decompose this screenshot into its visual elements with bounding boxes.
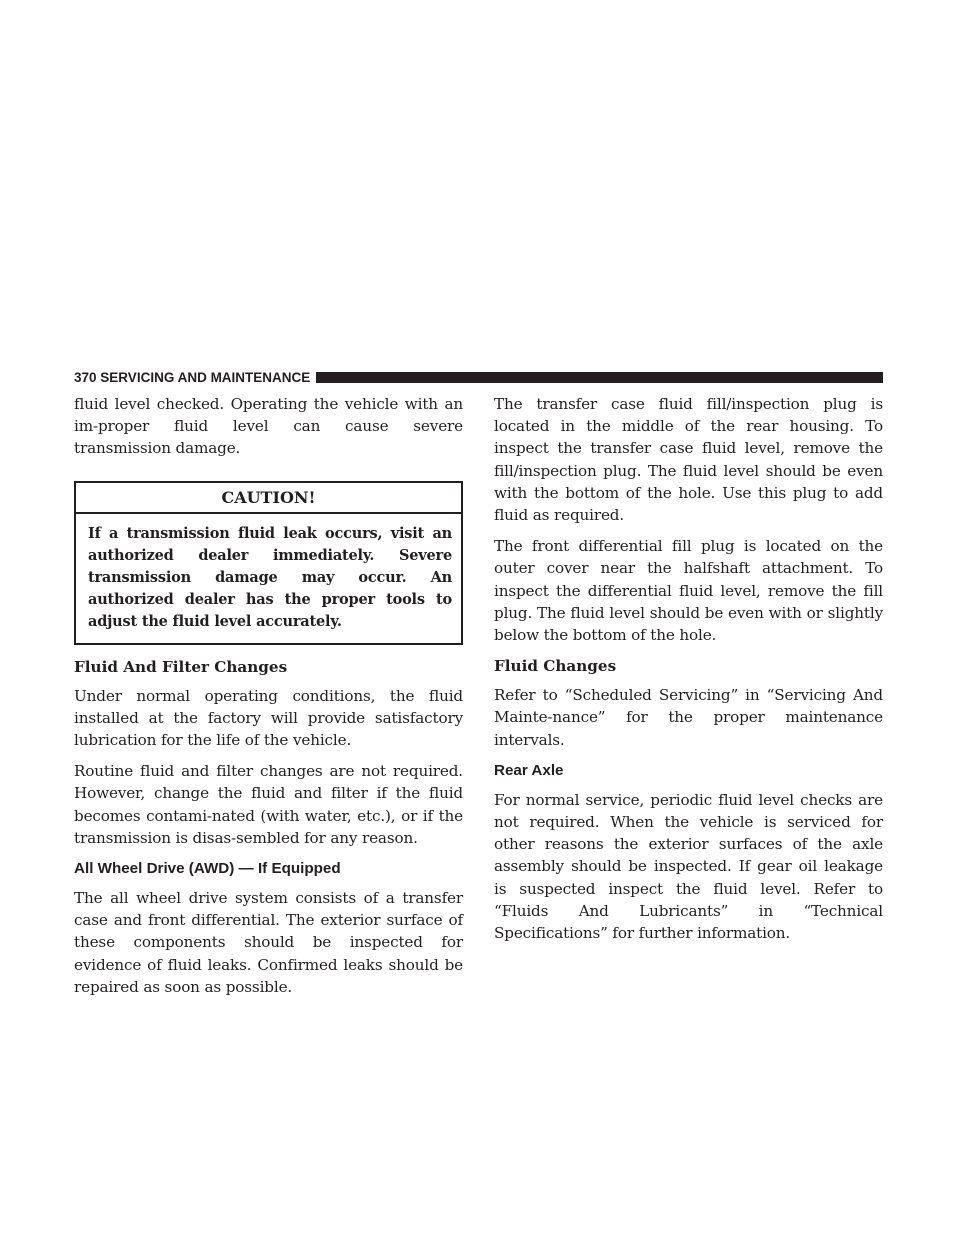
page-number: 370 (74, 370, 97, 385)
section-title: SERVICING AND MAINTENANCE (100, 370, 311, 385)
front-differential-paragraph: The front differential fill plug is located on the outer cover near the halfshaft attachment. To inspect the differential fluid level, remove the fill plug. The fluid level should be even with or slightly below the bottom of the hole. (494, 537, 883, 645)
fluid-changes-heading: Fluid Changes (494, 657, 617, 676)
fluid-filter-paragraph-2: Routine fluid and filter changes are not required. However, change the fluid and filter if the fluid becomes contami-nated (with water, etc.), or if the transmission is disas-sembled for any reason. (74, 762, 463, 847)
left-column (74, 393, 463, 1007)
right-column (494, 393, 883, 953)
page-header (74, 370, 883, 386)
header-text (74, 370, 316, 386)
header-rule (316, 372, 883, 383)
fluid-changes-paragraph: Refer to “Scheduled Servicing” in “Servicing And Mainte-nance” for the proper maintenance intervals. (494, 686, 883, 749)
caution-box (74, 481, 463, 645)
fluid-filter-paragraph-1: Under normal operating conditions, the fluid installed at the factory will provide satisfactory lubrication for the life of the vehicle. (74, 686, 463, 750)
rear-axle-paragraph: For normal service, periodic fluid level checks are not required. When the vehicle is serviced for other reasons the exterior surfaces of the axle assembly should be inspected. If gear oil leakage is suspected inspect the fluid level. Refer to “Fluids And Lubricants” in “Technical Specifications” for further information. (494, 790, 883, 943)
rear-axle-heading: Rear Axle (494, 761, 564, 779)
caution-title: CAUTION! (76, 483, 461, 514)
transfer-case-paragraph: The transfer case fluid fill/inspection plug is located in the middle of the rear housing. To inspect the transfer case fluid level, remove the fill/inspection plug. The fluid level should be even with the bottom of the hole. Use this plug to add fluid as required. (494, 395, 883, 525)
awd-paragraph: The all wheel drive system consists of a transfer case and front differential. The exterior surface of these components should be inspected for evidence of fluid leaks. Confirmed leaks should be repaired as soon as possible. (74, 889, 463, 996)
awd-heading: All Wheel Drive (AWD) — If Equipped (74, 860, 341, 878)
intro-paragraph: fluid level checked. Operating the vehicle with an im-proper fluid level can cause severe transmission damage. (74, 395, 463, 458)
caution-body: If a transmission fluid leak occurs, visit an authorized dealer immediately. Severe transmission damage may occur. An authorized dealer has the proper tools to adjust the fluid level accurately. (88, 524, 452, 631)
fluid-filter-heading: Fluid And Filter Changes (74, 657, 288, 676)
